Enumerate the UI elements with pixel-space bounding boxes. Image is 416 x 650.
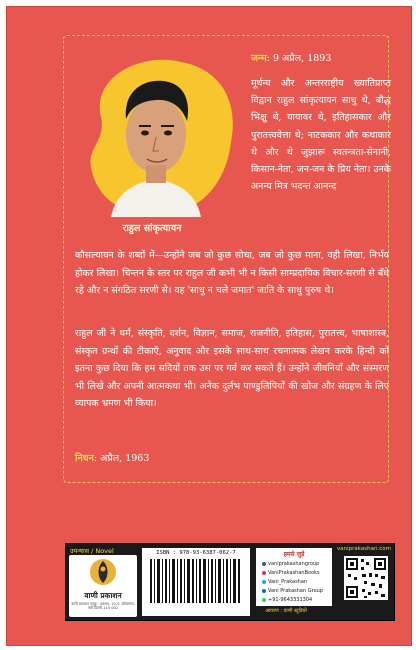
social-panel <box>256 548 332 606</box>
publisher-block <box>66 544 140 620</box>
social-item-instagram[interactable]: VaniPrakashanBooks <box>262 570 320 576</box>
bio-paragraph-2: राहुल जी ने धर्म, संस्कृति, दर्शन, विज्ञान, समाज, राजनीति, इतिहास, पुरातत्त्व, भाषाशास्त्र, संस्कृत ग्रन्थों की टीकाएँ, अनुवाद और इसके साथ-साथ रचनात्मक लेखन करके हिन्दी को इतना कुछ दिया कि हम सदियों तक उस पर गर्व कर सकते हैं। उन्होंने जीवनियाँ और संस्मरण भी लिखे और अपनी आत्मकथा भी। अनेक दुर्लभ पाण्डुलिपियों की खोज और संग्रहण के लिए व्यापक भ्रमण भी किया। <box>75 328 389 409</box>
death-date <box>75 451 275 464</box>
social-heading: हमसे जुड़ें <box>283 551 305 558</box>
publisher-logo <box>69 555 137 617</box>
isbn-text: ISBN : 978-93-6387-062-7 <box>156 550 236 556</box>
twitter-icon <box>262 580 266 584</box>
birth-value: : 9 अप्रैल, 1893 <box>266 53 332 64</box>
facebook-icon <box>262 562 266 566</box>
instagram-icon <box>262 571 266 575</box>
death-label: निधन <box>75 453 94 464</box>
back-cover <box>6 6 412 646</box>
social-item-linkedin[interactable]: Vani Prakashan Group <box>262 588 323 594</box>
publisher-emblem-icon <box>69 555 137 589</box>
website-link[interactable]: vaniprakashan.com <box>337 546 391 552</box>
qr-code-icon <box>344 556 388 600</box>
social-item-twitter[interactable]: Vani_Prakashan <box>262 579 307 585</box>
barcode-icon <box>150 559 242 609</box>
birth-label: जन्म <box>251 53 267 64</box>
death-value: : अप्रैल, 1963 <box>93 453 150 464</box>
social-item-facebook[interactable]: vaniprakashangroup <box>262 561 319 567</box>
linkedin-icon <box>262 589 266 593</box>
bio-paragraph-1-top: मूर्धन्य और अन्तरराष्ट्रीय ख्यातिप्राप्त विद्वान राहुल सांकृत्यायन साधु थे, बौद्ध भिक्षु थे, यायावर थे, इतिहासकार और पुरातत्त्ववेत्ता थे; नाटककार और कथाकार थे और थे जुझारू स्वतन्त्रता-सेनानी, किसान-नेता, जन-जन के प्रिय नेता। उनके अनन्य मित्र भदन्त आनन्द <box>251 78 391 193</box>
genre-label: उपन्यास / Novel <box>70 547 114 555</box>
footer-strip <box>65 543 395 621</box>
bio-paragraph-1-bottom: कौसल्यायन के शब्दों में—उन्होंने जब जो कुछ सोचा, जब जो कुछ माना, वही लिखा, निर्भय होकर लिखा। चिन्तन के स्तर पर राहुल जी कभी भी न किसी साम्प्रदायिक विचार-सरणी से बँधे रहे और न संगठित सरणी से। वह 'साधु न चले जमात' जाति के साधु पुरुष थे। <box>75 250 389 296</box>
whatsapp-icon <box>262 598 266 602</box>
publisher-name: वाणी प्रकाशन <box>84 591 122 600</box>
birth-date <box>251 51 391 64</box>
social-item-whatsapp[interactable]: +91-9643331304 <box>262 597 312 603</box>
publisher-tagline: वाणी प्रकाशन समूह · 4695, 21-ए, दरियागंज, नयी दिल्ली-110 002 <box>71 602 135 611</box>
author-caption: राहुल सांकृत्यायन <box>122 223 182 234</box>
author-portrait <box>71 47 241 217</box>
cover-credit: आवरण : वाणी स्टूडियो <box>265 608 307 614</box>
